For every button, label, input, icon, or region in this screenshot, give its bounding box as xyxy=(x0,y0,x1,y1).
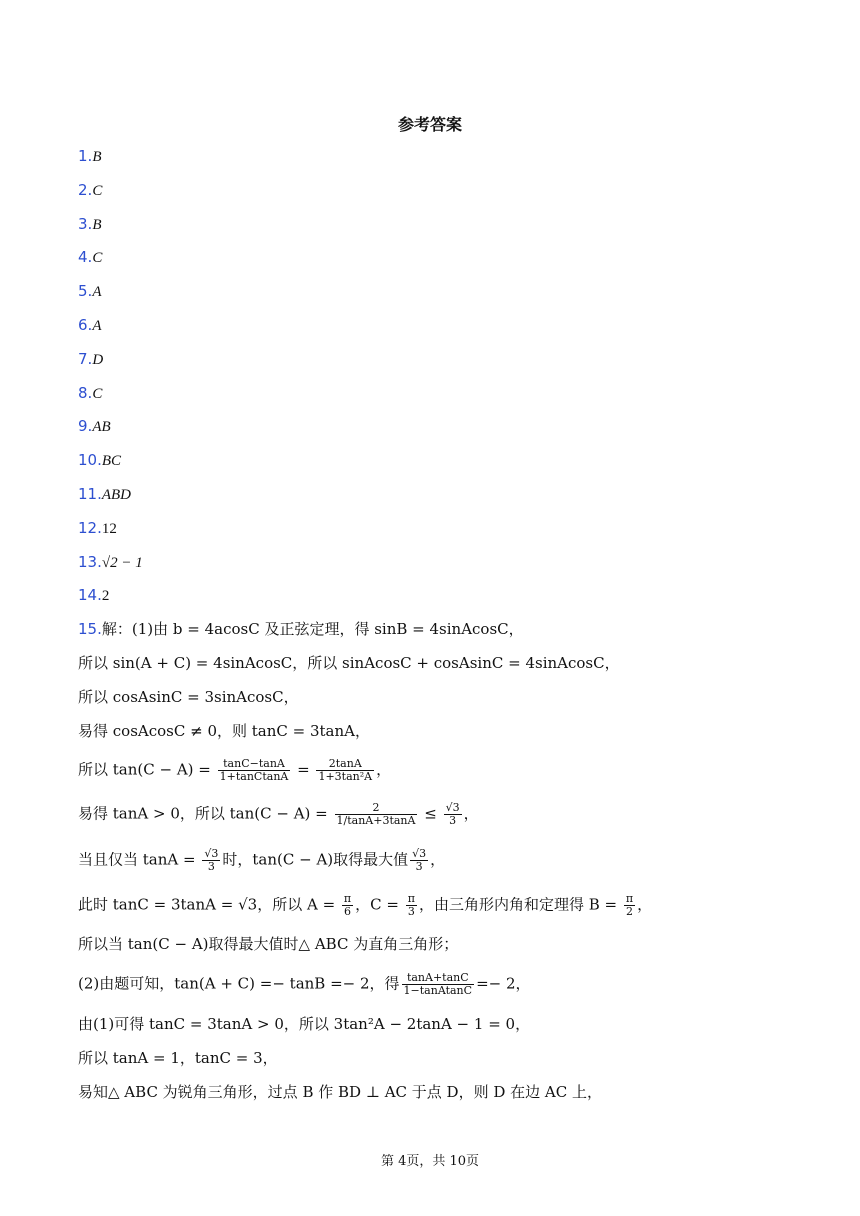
answer-item xyxy=(78,384,102,403)
fraction: $\frac{2}{1/\tan A+3\tan A}$ xyxy=(336,801,416,827)
answer-item xyxy=(78,586,109,605)
answer-value: ABD xyxy=(101,487,132,503)
answer-number: 1. xyxy=(78,147,93,165)
solution-line-7: 当且仅当 tanA = $\frac{√3}{3}$ 时，tan(C − A)取得最大值 $\frac{√3}{3}$ ， xyxy=(78,847,446,873)
answer-item xyxy=(78,350,103,369)
answer-number: 4. xyxy=(78,248,93,267)
fraction: $\frac{\pi}{6}$ xyxy=(343,892,352,918)
answer-value: D xyxy=(92,351,104,368)
fraction: $\frac{√3}{3}$ xyxy=(445,801,460,827)
answer-number: 5. xyxy=(78,282,93,301)
solution-line-9: 所以当 tan(C − A)取得最大值时△ ABC 为直角三角形； xyxy=(78,935,459,953)
answer-item xyxy=(78,485,131,504)
fraction: $\frac{\pi}{2}$ xyxy=(625,892,634,918)
answer-number: 14. xyxy=(78,586,102,605)
answer-value: 12 xyxy=(101,520,117,537)
answer-value: B xyxy=(92,216,102,233)
answer-value: C xyxy=(92,250,103,267)
fraction: $\frac{√3}{3}$ xyxy=(412,847,427,873)
fraction: $\frac{\tan C-\tan A}{\text{1+tanCtanA}}$ xyxy=(219,757,289,783)
answer-number: 9. xyxy=(78,417,93,436)
answer-number: 11. xyxy=(78,485,102,503)
solution-line-4: 易得 cosAcosC ≠ 0，则 tanC = 3tanA， xyxy=(78,722,370,740)
fraction: $\frac{\tan A+\tan C}{\text{1−tanAtanC}}$ xyxy=(403,971,473,997)
answer-number: 2. xyxy=(78,180,93,199)
answer-item xyxy=(78,519,117,538)
answer-number: 8. xyxy=(78,383,93,402)
answer-value: A xyxy=(92,284,102,301)
answer-item xyxy=(78,417,111,436)
answer-item xyxy=(78,451,121,470)
solution-line-11: 由(1)可得 tanC = 3tanA > 0，所以 3tan²A − 2tanA − 1 = 0， xyxy=(78,1015,531,1033)
solution-line-8: 此时 tanC = 3tanA = √3，所以 A = $\frac{\pi}{6}$ ，C = $\frac{\pi}{3}$ ，由三角形内角和定理得 B = $\frac{\pi}{2}$ ， xyxy=(78,892,653,918)
solution-line-1: 15.解：(1)由 b = 4acosC 及正弦定理，得 sinB = 4sinAcosC， xyxy=(78,620,524,638)
answer-number: 7. xyxy=(78,349,93,368)
answer-item xyxy=(78,215,101,234)
answer-item xyxy=(78,282,101,301)
solution-line-12: 所以 tanA = 1，tanC = 3， xyxy=(78,1049,278,1067)
answer-number: 3. xyxy=(78,214,93,233)
page-title: 参考答案 xyxy=(397,115,462,134)
answer-value: A xyxy=(92,318,102,334)
answer-number: 13. xyxy=(78,552,102,571)
solution-line-3: 所以 cosAsinC = 3sinAcosC， xyxy=(78,688,299,706)
answer-number: 6. xyxy=(78,316,93,334)
solution-line-6: 易得 tanA > 0，所以 tan(C − A) = $\frac{2}{1/\tan A+3\tan A}$ ≤ $\frac{√3}{3}$ ， xyxy=(78,801,479,827)
answer-item xyxy=(78,316,101,335)
answer-value: C xyxy=(92,182,103,199)
solution-number: 15. xyxy=(78,620,102,638)
answer-value: BC xyxy=(101,453,122,470)
fraction: $\frac{√3}{3}$ xyxy=(204,847,219,873)
solution-line-5: 所以 tan(C − A) = $\frac{\tan C-\tan A}{\text{1+tanCtanA}}$ = $\frac{2\tan A}{\text{1+3tan²A}}$ ， xyxy=(78,757,392,783)
answer-value: C xyxy=(92,385,103,402)
answer-value: AB xyxy=(92,419,111,436)
fraction: $\frac{\pi}{3}$ xyxy=(407,892,415,918)
answer-item xyxy=(78,181,102,200)
answer-value: √2 − 1 xyxy=(101,554,143,571)
answer-value: B xyxy=(92,149,102,165)
solution-line-10: (2)由题可知，tan(A + C) =− tanB =− 2，得 $\frac{\tan A+\tan C}{\text{1−tanAtanC}}$ =− 2， xyxy=(78,971,531,997)
page-footer: 第 4页，共 10页 xyxy=(380,1154,480,1169)
solution-line-2: 所以 sin(A + C) = 4sinAcosC，所以 sinAcosC + cosAsinC = 4sinAcosC， xyxy=(78,654,620,672)
answer-value: 2 xyxy=(101,588,110,605)
fraction: $\frac{2\tan A}{\text{1+3tan²A}}$ xyxy=(318,757,373,783)
solution-line-13: 易知△ ABC 为锐角三角形，过点 B 作 BD ⊥ AC 于点 D，则 D 在边 AC 上， xyxy=(78,1083,602,1101)
answer-item xyxy=(78,553,143,572)
answer-number: 12. xyxy=(78,518,102,537)
answer-item xyxy=(78,147,101,166)
answer-item xyxy=(78,248,102,267)
answer-number: 10. xyxy=(78,451,102,470)
